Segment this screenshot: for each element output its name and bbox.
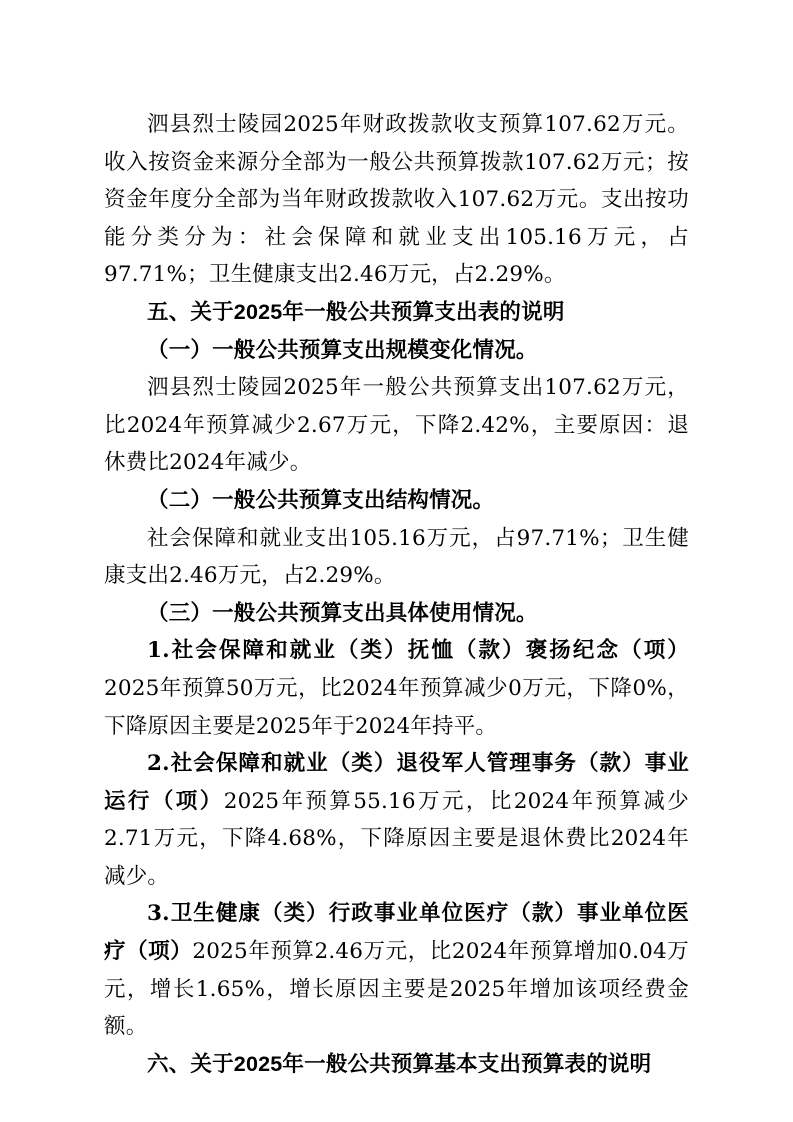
document-content <box>104 106 689 1083</box>
item-3-lead: 3.卫生健康（类）行政事业单位医疗（款）事业单位医疗（项） <box>104 901 689 965</box>
subsection-heading-one: （一）一般公共预算支出规模变化情况。 <box>147 337 538 363</box>
item-paragraph-1 <box>104 632 689 745</box>
item-2-lead: 2.社会保障和就业（类）退役军人管理事务（款）事业运行（项） <box>104 751 689 814</box>
item-1-text: 2025年预算50万元，比2024年预算减少0万元，下降0%，下降原因主要是2025年于2024年持平。 <box>104 675 689 739</box>
section-heading-five: 五、关于2025年一般公共预算支出表的说明 <box>147 299 565 324</box>
item-paragraph-3 <box>104 895 689 1045</box>
subsection-heading-two: （二）一般公共预算支出结构情况。 <box>147 487 495 513</box>
item-paragraph-2 <box>104 745 689 895</box>
item-3-text: 2025年预算2.46万元，比2024年预算增加0.04万元，增长1.65%，增长原因主要是2025年增加该项经费金额。 <box>104 939 689 1040</box>
item-1-lead: 1.社会保障和就业（类）抚恤（款）褒扬纪念（项） <box>147 638 689 664</box>
section-heading-six: 六、关于2025年一般公共预算基本支出预算表的说明 <box>147 1051 652 1076</box>
paragraph-fiscal-appropriation-overview: 泗县烈士陵园2025年财政拨款收支预算107.62万元。收入按资金来源分全部为一般公共预算拨款107.62万元；按资金年度分全部为当年财政拨款收入107.62万元。支出按功能分类分为：社会保障和就业支出105.16万元，占97.71%；卫生健康支出2.46万元，占2.29%。 <box>104 112 689 288</box>
item-2-text: 2025年预算55.16万元，比2024年预算减少2.71万元，下降4.68%，下降原因主要是退休费比2024年减少。 <box>104 788 689 889</box>
subsection-heading-three: （三）一般公共预算支出具体使用情况。 <box>147 600 538 626</box>
paragraph-expenditure-scale-change: 泗县烈士陵园2025年一般公共预算支出107.62万元，比2024年预算减少2.67万元，下降2.42%，主要原因：退休费比2024年减少。 <box>104 375 689 476</box>
paragraph-expenditure-structure: 社会保障和就业支出105.16万元，占97.71%；卫生健康支出2.46万元，占2.29%。 <box>104 525 689 589</box>
